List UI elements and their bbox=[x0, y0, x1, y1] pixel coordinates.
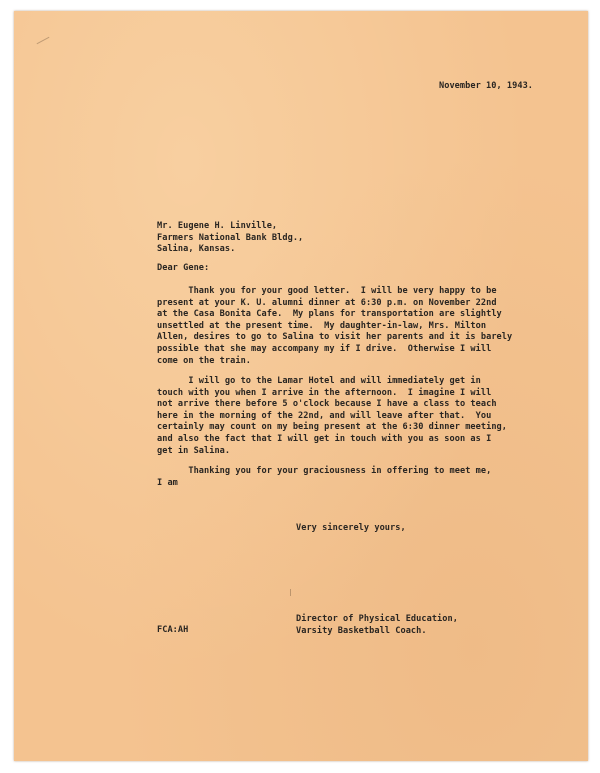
paragraph-line: I will go to the Lamar Hotel and will immediately get in bbox=[157, 376, 481, 386]
paragraph-line: certainly may count on my being present at the 6:30 dinner meeting, bbox=[157, 422, 507, 433]
paragraph-line: Thank you for your good letter. I will be very happy to be bbox=[157, 286, 497, 296]
paragraph-line: here in the morning of the 22nd, and will leave after that. You bbox=[157, 410, 492, 421]
complimentary-close: Very sincerely yours, bbox=[296, 523, 406, 533]
paragraph-line: I am bbox=[157, 477, 178, 488]
paragraph-line: unsettled at the present time. My daughter-in-law, Mrs. Milton bbox=[157, 320, 487, 331]
typist-initials: FCA:AH bbox=[157, 625, 189, 635]
paragraph-line: possible that she may accompany my if I drive. Otherwise I will bbox=[157, 343, 492, 354]
pencil-mark bbox=[290, 589, 291, 596]
recipient-line: Farmers National Bank Bldg., bbox=[157, 232, 304, 243]
recipient-line: Salina, Kansas. bbox=[157, 244, 236, 255]
letter-page bbox=[14, 11, 588, 761]
paragraph-line: and also the fact that I will get in touch with you as soon as I bbox=[157, 433, 492, 444]
paragraph-line: Allen, desires to go to Salina to visit her parents and it is barely bbox=[157, 332, 513, 343]
signature-line: Varsity Basketball Coach. bbox=[296, 625, 427, 636]
body-paragraph-3 bbox=[157, 466, 491, 489]
body-paragraph-2 bbox=[157, 376, 507, 457]
recipient-address bbox=[157, 221, 303, 256]
recipient-line: Mr. Eugene H. Linville, bbox=[157, 221, 278, 231]
body-paragraph-1 bbox=[157, 286, 512, 367]
salutation: Dear Gene: bbox=[157, 263, 210, 273]
paragraph-line: come on the train. bbox=[157, 355, 252, 366]
paragraph-line: present at your K. U. alumni dinner at 6:30 p.m. on November 22nd bbox=[157, 297, 497, 308]
paragraph-line: get in Salina. bbox=[157, 445, 231, 456]
pencil-mark bbox=[37, 37, 50, 44]
signature-block bbox=[296, 614, 458, 637]
signature-line: Director of Physical Education, bbox=[296, 614, 458, 624]
letter-date: November 10, 1943. bbox=[439, 81, 534, 91]
paragraph-line: touch with you when I arrive in the afternoon. I imagine I will bbox=[157, 387, 492, 398]
paragraph-line: at the Casa Bonita Cafe. My plans for transportation are slightly bbox=[157, 309, 502, 320]
paragraph-line: Thanking you for your graciousness in offering to meet me, bbox=[157, 466, 492, 476]
paragraph-line: not arrive there before 5 o'clock because I have a class to teach bbox=[157, 399, 497, 410]
